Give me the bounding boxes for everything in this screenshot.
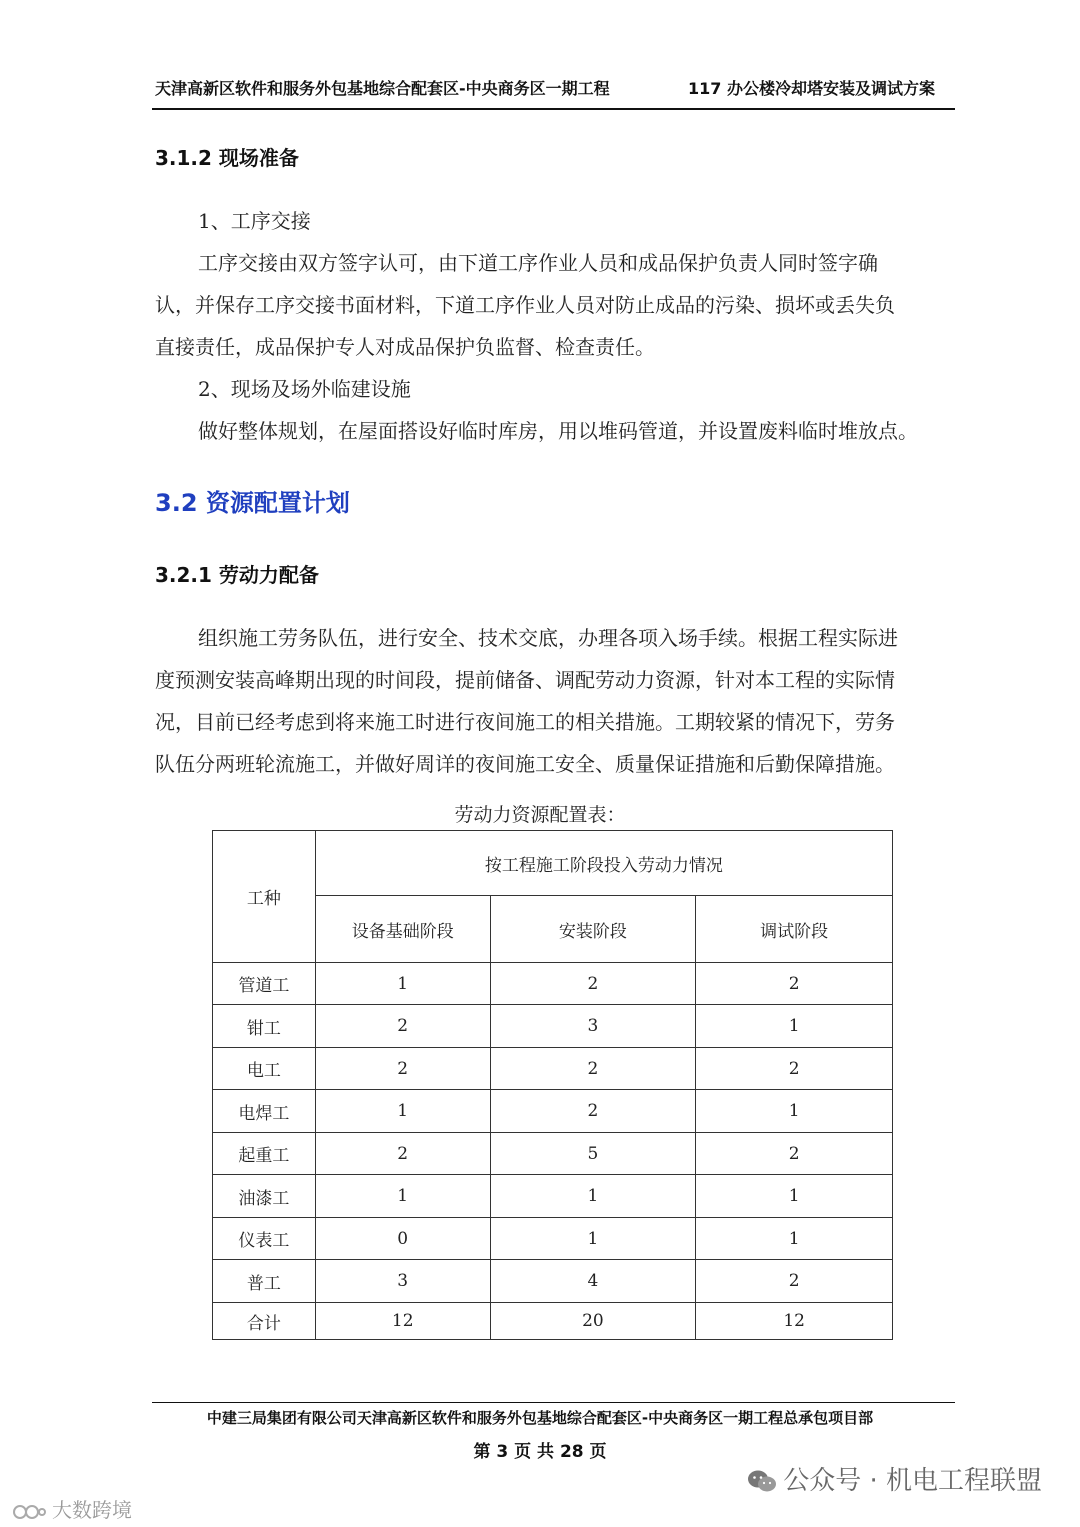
stage-header: 调试阶段 — [696, 896, 893, 963]
trade-cell: 普工 — [213, 1260, 316, 1303]
count-cell: 1 — [696, 1218, 893, 1260]
item2-title: 2、现场及场外临建设施 — [198, 377, 411, 401]
trade-cell: 油漆工 — [213, 1175, 316, 1218]
table-row — [213, 1175, 893, 1218]
stage-header: 设备基础阶段 — [315, 896, 490, 963]
labor-body-line4: 队伍分两班轮流施工，并做好周详的夜间施工安全、质量保证措施和后勤保障措施。 — [155, 752, 895, 776]
count-cell: 1 — [490, 1218, 696, 1260]
heading-3-2-1: 3.2.1 劳动力配备 — [155, 563, 319, 587]
page-header — [155, 76, 955, 100]
count-cell: 2 — [696, 1133, 893, 1175]
table-header-row — [213, 831, 893, 896]
count-cell: 2 — [490, 1090, 696, 1133]
header-plan-title: 117 办公楼冷却塔安装及调试方案 — [688, 79, 935, 98]
item2-body: 做好整体规划，在屋面搭设好临时库房，用以堆码管道，并设置废料临时堆放点。 — [198, 419, 918, 443]
count-cell: 4 — [490, 1260, 696, 1303]
count-cell: 0 — [315, 1218, 490, 1260]
count-cell: 3 — [315, 1260, 490, 1303]
stage-group-header: 按工程施工阶段投入劳动力情况 — [315, 831, 892, 896]
count-cell: 3 — [490, 1005, 696, 1048]
stage-header-row — [213, 896, 893, 963]
watermark-brand — [12, 1494, 132, 1523]
total-cell: 12 — [696, 1303, 893, 1340]
labor-table — [212, 830, 893, 1340]
total-cell: 12 — [315, 1303, 490, 1340]
count-cell: 1 — [490, 1175, 696, 1218]
trade-cell: 仪表工 — [213, 1218, 316, 1260]
table-row — [213, 1048, 893, 1090]
count-cell: 2 — [696, 963, 893, 1005]
watermark-brand-text: 大数跨境 — [52, 1498, 132, 1522]
wechat-icon — [747, 1469, 777, 1495]
footer-page-number: 第 3 页 共 28 页 — [473, 1442, 607, 1462]
stage-header: 安装阶段 — [490, 896, 696, 963]
brand-logo-icon — [12, 1501, 48, 1523]
trade-cell: 起重工 — [213, 1133, 316, 1175]
count-cell: 2 — [490, 1048, 696, 1090]
footer-org: 中建三局集团有限公司天津高新区软件和服务外包基地综合配套区-中央商务区一期工程总承包项目部 — [206, 1409, 874, 1427]
trade-cell: 合计 — [213, 1303, 316, 1340]
count-cell: 2 — [315, 1133, 490, 1175]
count-cell: 2 — [490, 963, 696, 1005]
count-cell: 1 — [696, 1175, 893, 1218]
count-cell: 2 — [696, 1260, 893, 1303]
watermark-wechat — [747, 1460, 1042, 1497]
table-caption: 劳动力资源配置表： — [454, 804, 626, 826]
item1-title: 1、工序交接 — [198, 209, 311, 233]
count-cell: 1 — [696, 1090, 893, 1133]
table-total-row — [213, 1303, 893, 1340]
labor-body-line1: 组织施工劳务队伍，进行安全、技术交底，办理各项入场手续。根据工程实际进 — [198, 626, 898, 650]
labor-body-line3: 况，目前已经考虑到将来施工时进行夜间施工的相关措施。工期较紧的情况下，劳务 — [155, 710, 895, 734]
count-cell: 2 — [696, 1048, 893, 1090]
header-rule — [152, 108, 955, 110]
table-row — [213, 1218, 893, 1260]
table-row — [213, 1090, 893, 1133]
labor-body-line2: 度预测安装高峰期出现的时间段，提前储备、调配劳动力资源，针对本工程的实际情 — [155, 668, 895, 692]
count-cell: 5 — [490, 1133, 696, 1175]
trade-cell: 管道工 — [213, 963, 316, 1005]
trade-cell: 电工 — [213, 1048, 316, 1090]
footer-rule — [152, 1402, 955, 1403]
item1-body-line1: 工序交接由双方签字认可，由下道工序作业人员和成品保护负责人同时签字确 — [198, 251, 878, 275]
trade-cell: 电焊工 — [213, 1090, 316, 1133]
heading-3-2: 3.2 资源配置计划 — [155, 489, 350, 517]
watermark-wechat-text: 公众号 · 机电工程联盟 — [783, 1466, 1042, 1496]
table-row — [213, 1260, 893, 1303]
total-cell: 20 — [490, 1303, 696, 1340]
trade-cell: 钳工 — [213, 1005, 316, 1048]
count-cell: 1 — [315, 1090, 490, 1133]
table-row — [213, 1005, 893, 1048]
heading-3-1-2: 3.1.2 现场准备 — [155, 146, 299, 170]
table-row — [213, 963, 893, 1005]
header-project-title: 天津高新区软件和服务外包基地综合配套区-中央商务区一期工程 — [155, 79, 610, 98]
table-row — [213, 1133, 893, 1175]
count-cell: 1 — [696, 1005, 893, 1048]
count-cell: 2 — [315, 1048, 490, 1090]
count-cell: 1 — [315, 963, 490, 1005]
count-cell: 1 — [315, 1175, 490, 1218]
trade-column-header: 工种 — [213, 831, 316, 963]
item1-body-line3: 直接责任，成品保护专人对成品保护负监督、检查责任。 — [155, 335, 655, 359]
count-cell: 2 — [315, 1005, 490, 1048]
item1-body-line2: 认，并保存工序交接书面材料，下道工序作业人员对防止成品的污染、损坏或丢失负 — [155, 293, 895, 317]
